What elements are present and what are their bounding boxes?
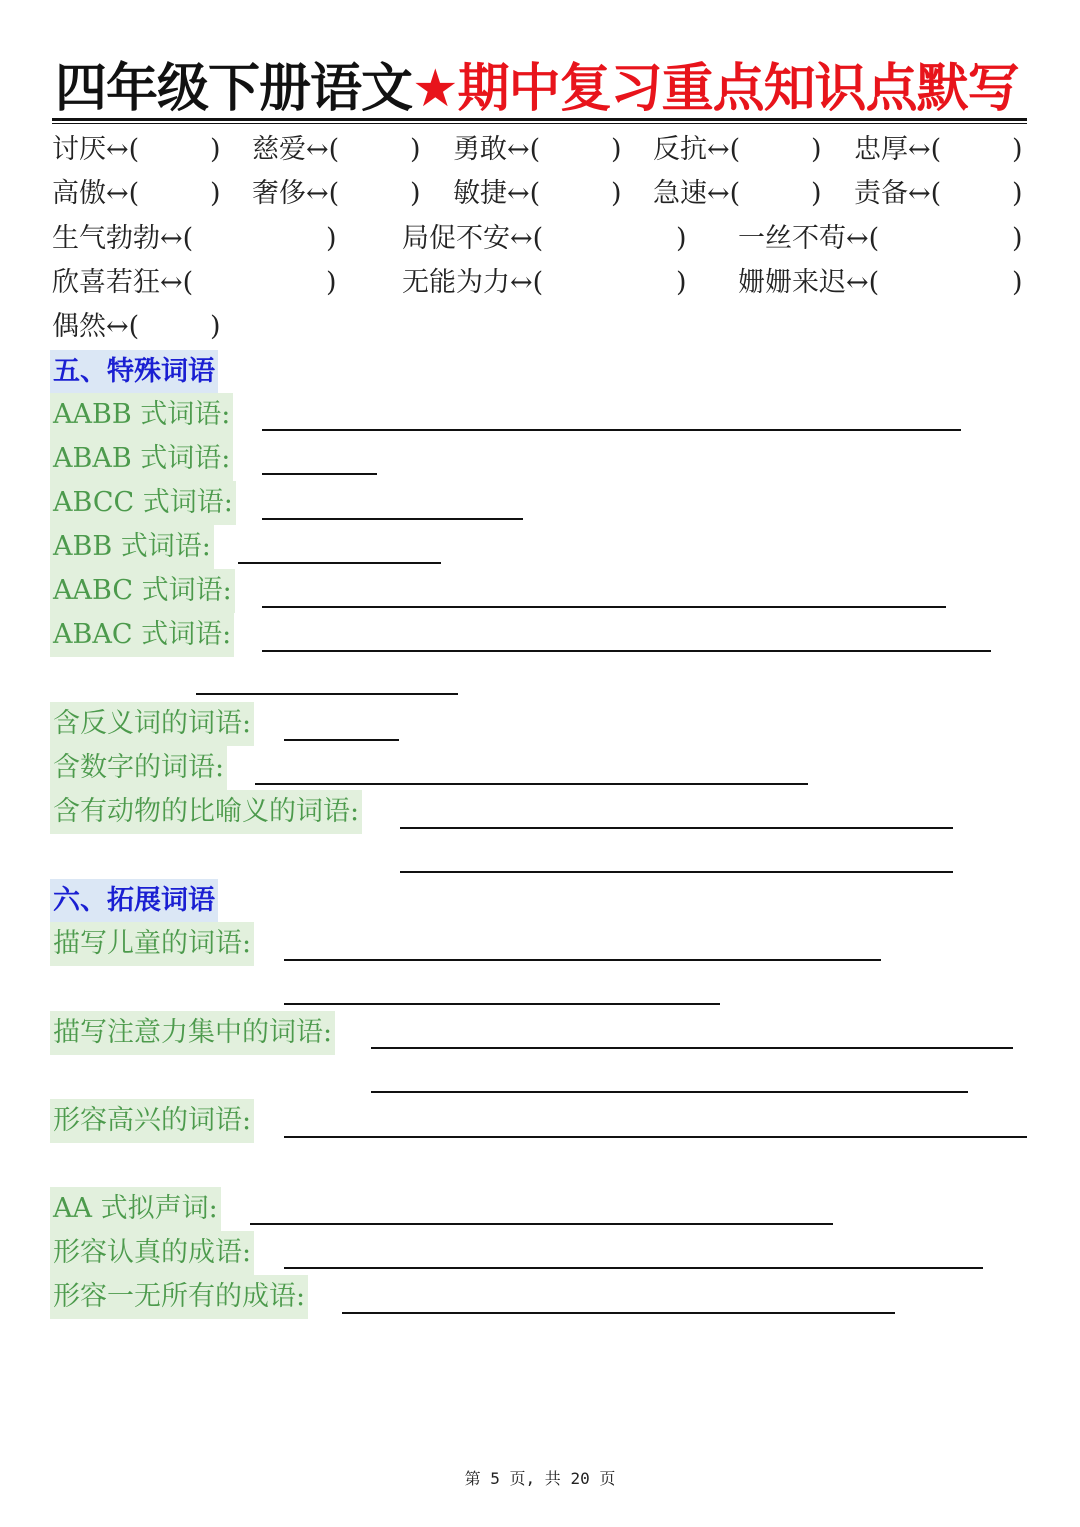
antonym-close: ) xyxy=(676,223,687,254)
label-number-words: 含数字的词语: xyxy=(50,746,227,790)
answer-line xyxy=(262,518,523,520)
antonym-item: 责备↔( xyxy=(854,178,942,209)
answer-line xyxy=(262,429,961,431)
answer-line xyxy=(196,693,458,695)
antonym-close: ) xyxy=(611,134,622,165)
antonym-item: 生气勃勃↔( xyxy=(52,223,194,254)
label-empty-handed-idioms: 形容一无所有的成语: xyxy=(50,1275,308,1319)
antonym-close: ) xyxy=(811,178,822,209)
antonym-item: 敏捷↔( xyxy=(453,178,541,209)
antonym-close: ) xyxy=(410,134,421,165)
antonym-item: 忠厚↔( xyxy=(854,134,942,165)
antonym-item: 偶然↔( xyxy=(52,311,140,342)
antonym-close: ) xyxy=(1012,223,1023,254)
answer-line xyxy=(284,1136,1027,1138)
answer-line xyxy=(262,606,946,608)
label-animal-metaphor-words: 含有动物的比喻义的词语: xyxy=(50,790,362,834)
answer-line xyxy=(342,1312,895,1314)
answer-line xyxy=(262,650,991,652)
antonym-item: 无能为力↔( xyxy=(402,267,544,298)
title-rule-thin xyxy=(52,123,1027,124)
antonym-close: ) xyxy=(210,178,221,209)
antonym-item: 姗姗来迟↔( xyxy=(738,267,880,298)
antonym-item: 急速↔( xyxy=(653,178,741,209)
label-children-words: 描写儿童的词语: xyxy=(50,922,254,966)
answer-line xyxy=(400,871,953,873)
answer-line xyxy=(400,827,953,829)
answer-line xyxy=(255,783,808,785)
answer-line xyxy=(262,473,377,475)
title-topic: 期中复习重点知识点默写 xyxy=(457,59,1019,119)
antonym-close: ) xyxy=(1012,178,1023,209)
antonym-close: ) xyxy=(611,178,622,209)
label-aa-onomatopoeia: AA 式拟声词: xyxy=(50,1187,221,1231)
antonym-item: 勇敢↔( xyxy=(453,134,541,165)
antonym-item: 奢侈↔( xyxy=(252,178,340,209)
label-focus-words: 描写注意力集中的词语: xyxy=(50,1011,335,1055)
label-abac: ABAC 式词语: xyxy=(50,613,234,657)
answer-line xyxy=(371,1047,1013,1049)
title-rule-thick xyxy=(52,118,1027,121)
antonym-close: ) xyxy=(410,178,421,209)
label-abab: ABAB 式词语: xyxy=(50,437,233,481)
label-aabb: AABB 式词语: xyxy=(50,393,233,437)
title-grade: 四年级下册语文 xyxy=(55,59,413,119)
answer-line xyxy=(284,959,881,961)
star-icon: ★ xyxy=(412,59,458,119)
label-happy-words: 形容高兴的词语: xyxy=(50,1099,254,1143)
page-title xyxy=(55,60,1030,118)
antonym-item: 欣喜若狂↔( xyxy=(52,267,194,298)
label-earnest-idioms: 形容认真的成语: xyxy=(50,1231,254,1275)
section-header-special-words: 五、特殊词语 xyxy=(50,350,218,394)
antonym-item: 讨厌↔( xyxy=(52,134,140,165)
antonym-close: ) xyxy=(210,311,221,342)
antonym-item: 慈爱↔( xyxy=(252,134,340,165)
answer-line xyxy=(284,1003,720,1005)
antonym-item: 局促不安↔( xyxy=(402,223,544,254)
answer-line xyxy=(371,1091,968,1093)
antonym-close: ) xyxy=(326,267,337,298)
antonym-item: 反抗↔( xyxy=(653,134,741,165)
answer-line xyxy=(284,1267,983,1269)
section-header-extended-words: 六、拓展词语 xyxy=(50,879,218,923)
antonym-item: 高傲↔( xyxy=(52,178,140,209)
label-abb: ABB 式词语: xyxy=(50,525,214,569)
page-number: 第 5 页, 共 20 页 xyxy=(464,1469,616,1488)
antonym-close: ) xyxy=(1012,134,1023,165)
answer-line xyxy=(238,562,441,564)
antonym-item: 一丝不苟↔( xyxy=(738,223,880,254)
answer-line xyxy=(250,1223,833,1225)
label-aabc: AABC 式词语: xyxy=(50,569,235,613)
answer-line xyxy=(284,739,399,741)
label-antonym-words: 含反义词的词语: xyxy=(50,702,254,746)
antonym-close: ) xyxy=(1012,267,1023,298)
label-abcc: ABCC 式词语: xyxy=(50,481,236,525)
antonym-close: ) xyxy=(326,223,337,254)
antonym-close: ) xyxy=(210,134,221,165)
antonym-close: ) xyxy=(811,134,822,165)
antonym-close: ) xyxy=(676,267,687,298)
